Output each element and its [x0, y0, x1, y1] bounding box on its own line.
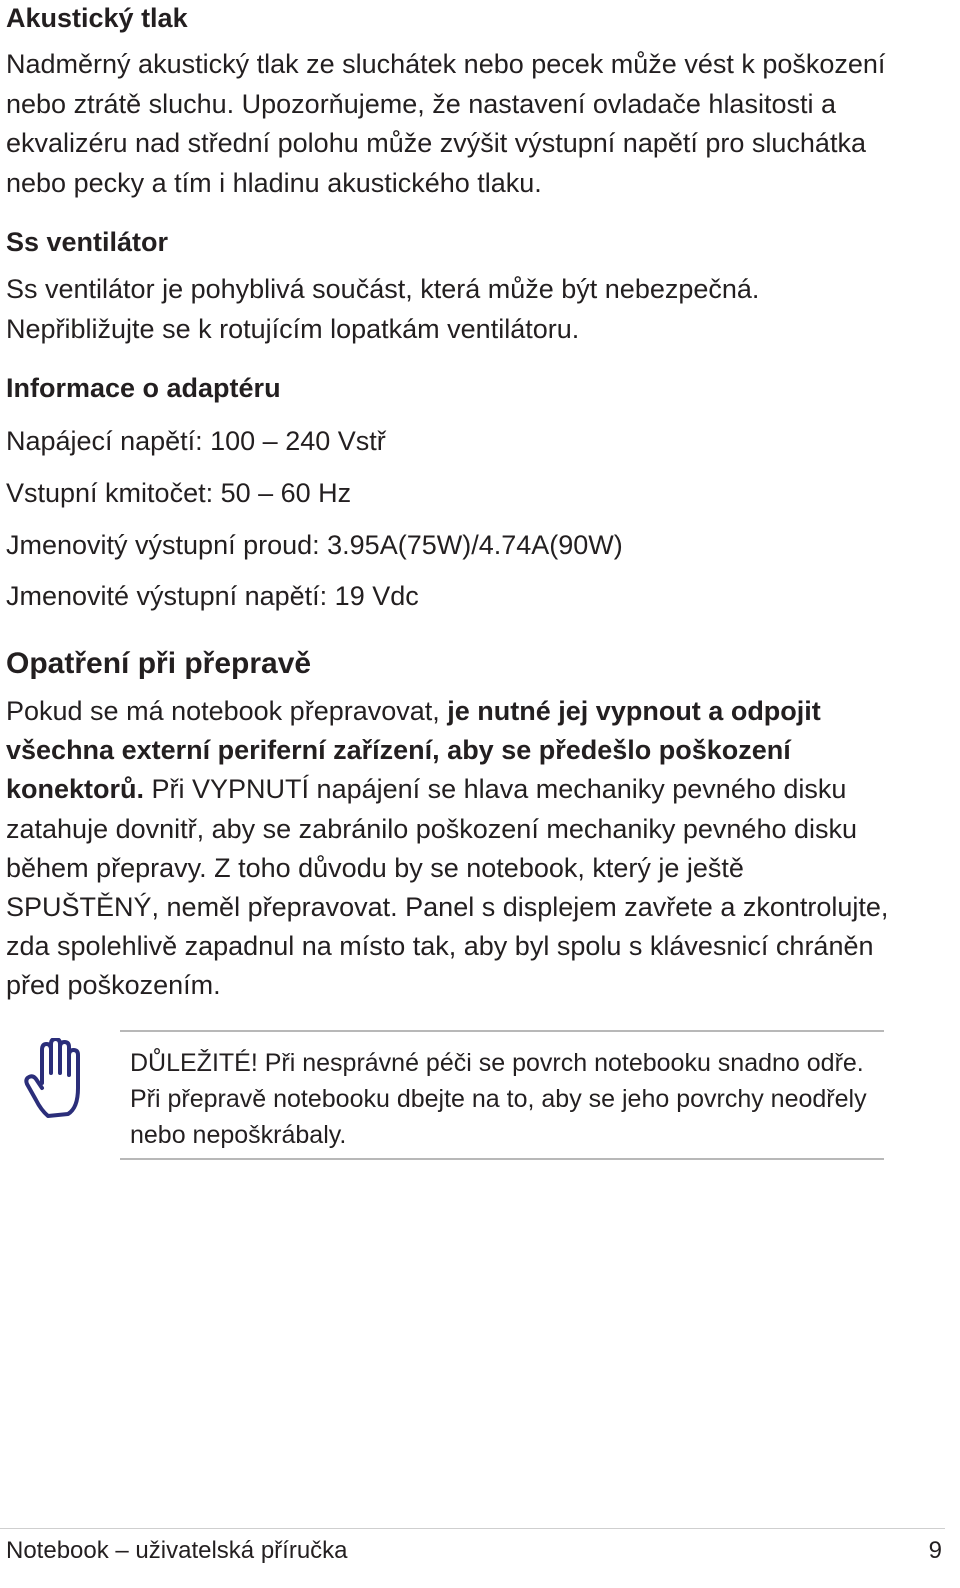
section-title-transport: Opatření při přepravě: [6, 647, 312, 680]
section-title-acoustic: Akustický tlak: [6, 3, 188, 33]
section-body-acoustic: Nadměrný akustický tlak ze sluchátek nebo pecek může vést k poškození nebo ztrátě sluchu. Upozorňujeme, že nastavení ovladače hlasitosti a ekvalizéru nad střední polohu může zvýšit výstupní napětí pro sluchátka nebo pecky a tím i hladinu akustického tlaku.: [6, 49, 886, 198]
adapter-spec-output-current: Jmenovitý výstupní proud: 3.95A(75W)/4.74A(90W): [6, 530, 623, 560]
raised-hand-icon: [24, 1038, 84, 1120]
footer-divider: [0, 1528, 945, 1529]
notice-text: [130, 1045, 890, 1153]
notice-line-2: Při přepravě notebooku dbejte na to, aby se jeho povrchy neodřely nebo nepoškrábaly.: [130, 1085, 867, 1149]
transport-intro: Pokud se má notebook přepravovat,: [6, 696, 448, 726]
section-body-fan: Ss ventilátor je pohyblivá součást, která může být nebezpečná. Nepřibližujte se k rotujícím lopatkám ventilátoru.: [6, 274, 760, 344]
notice-divider-top: [120, 1030, 884, 1032]
page-number: 9: [928, 1537, 942, 1564]
section-title-adapter: Informace o adaptéru: [6, 373, 281, 403]
section-body-transport: [6, 692, 896, 1006]
footer-title: Notebook – uživatelská příručka: [6, 1537, 348, 1564]
notice-line-1: DŮLEŽITÉ! Při nesprávné péči se povrch notebooku snadno odře.: [130, 1049, 864, 1077]
section-title-fan: Ss ventilátor: [6, 227, 169, 257]
transport-rest: Při VYPNUTÍ napájení se hlava mechaniky pevného disku zatahuje dovnitř, aby se zabránilo poškození mechaniky pevného disku během přepravy. Z toho důvodu by se notebook, který je ještě SPUŠTĚNÝ, neměl přepravovat. Panel s displejem zavřete a zkontrolujte, zda spolehlivě zapadnul na místo tak, aby byl spolu s klávesnicí chráněn před poškozením.: [6, 774, 889, 1001]
adapter-spec-output-voltage: Jmenovité výstupní napětí: 19 Vdc: [6, 581, 419, 611]
transport-emphasis: je nutné jej vypnout a odpojit všechna externí periferní zařízení, aby se předešlo poškození konektorů.: [6, 696, 821, 805]
adapter-spec-input-frequency: Vstupní kmitočet: 50 – 60 Hz: [6, 478, 352, 508]
notice-divider-bottom: [120, 1158, 884, 1160]
adapter-spec-input-voltage: Napájecí napětí: 100 – 240 Vstř: [6, 426, 386, 456]
